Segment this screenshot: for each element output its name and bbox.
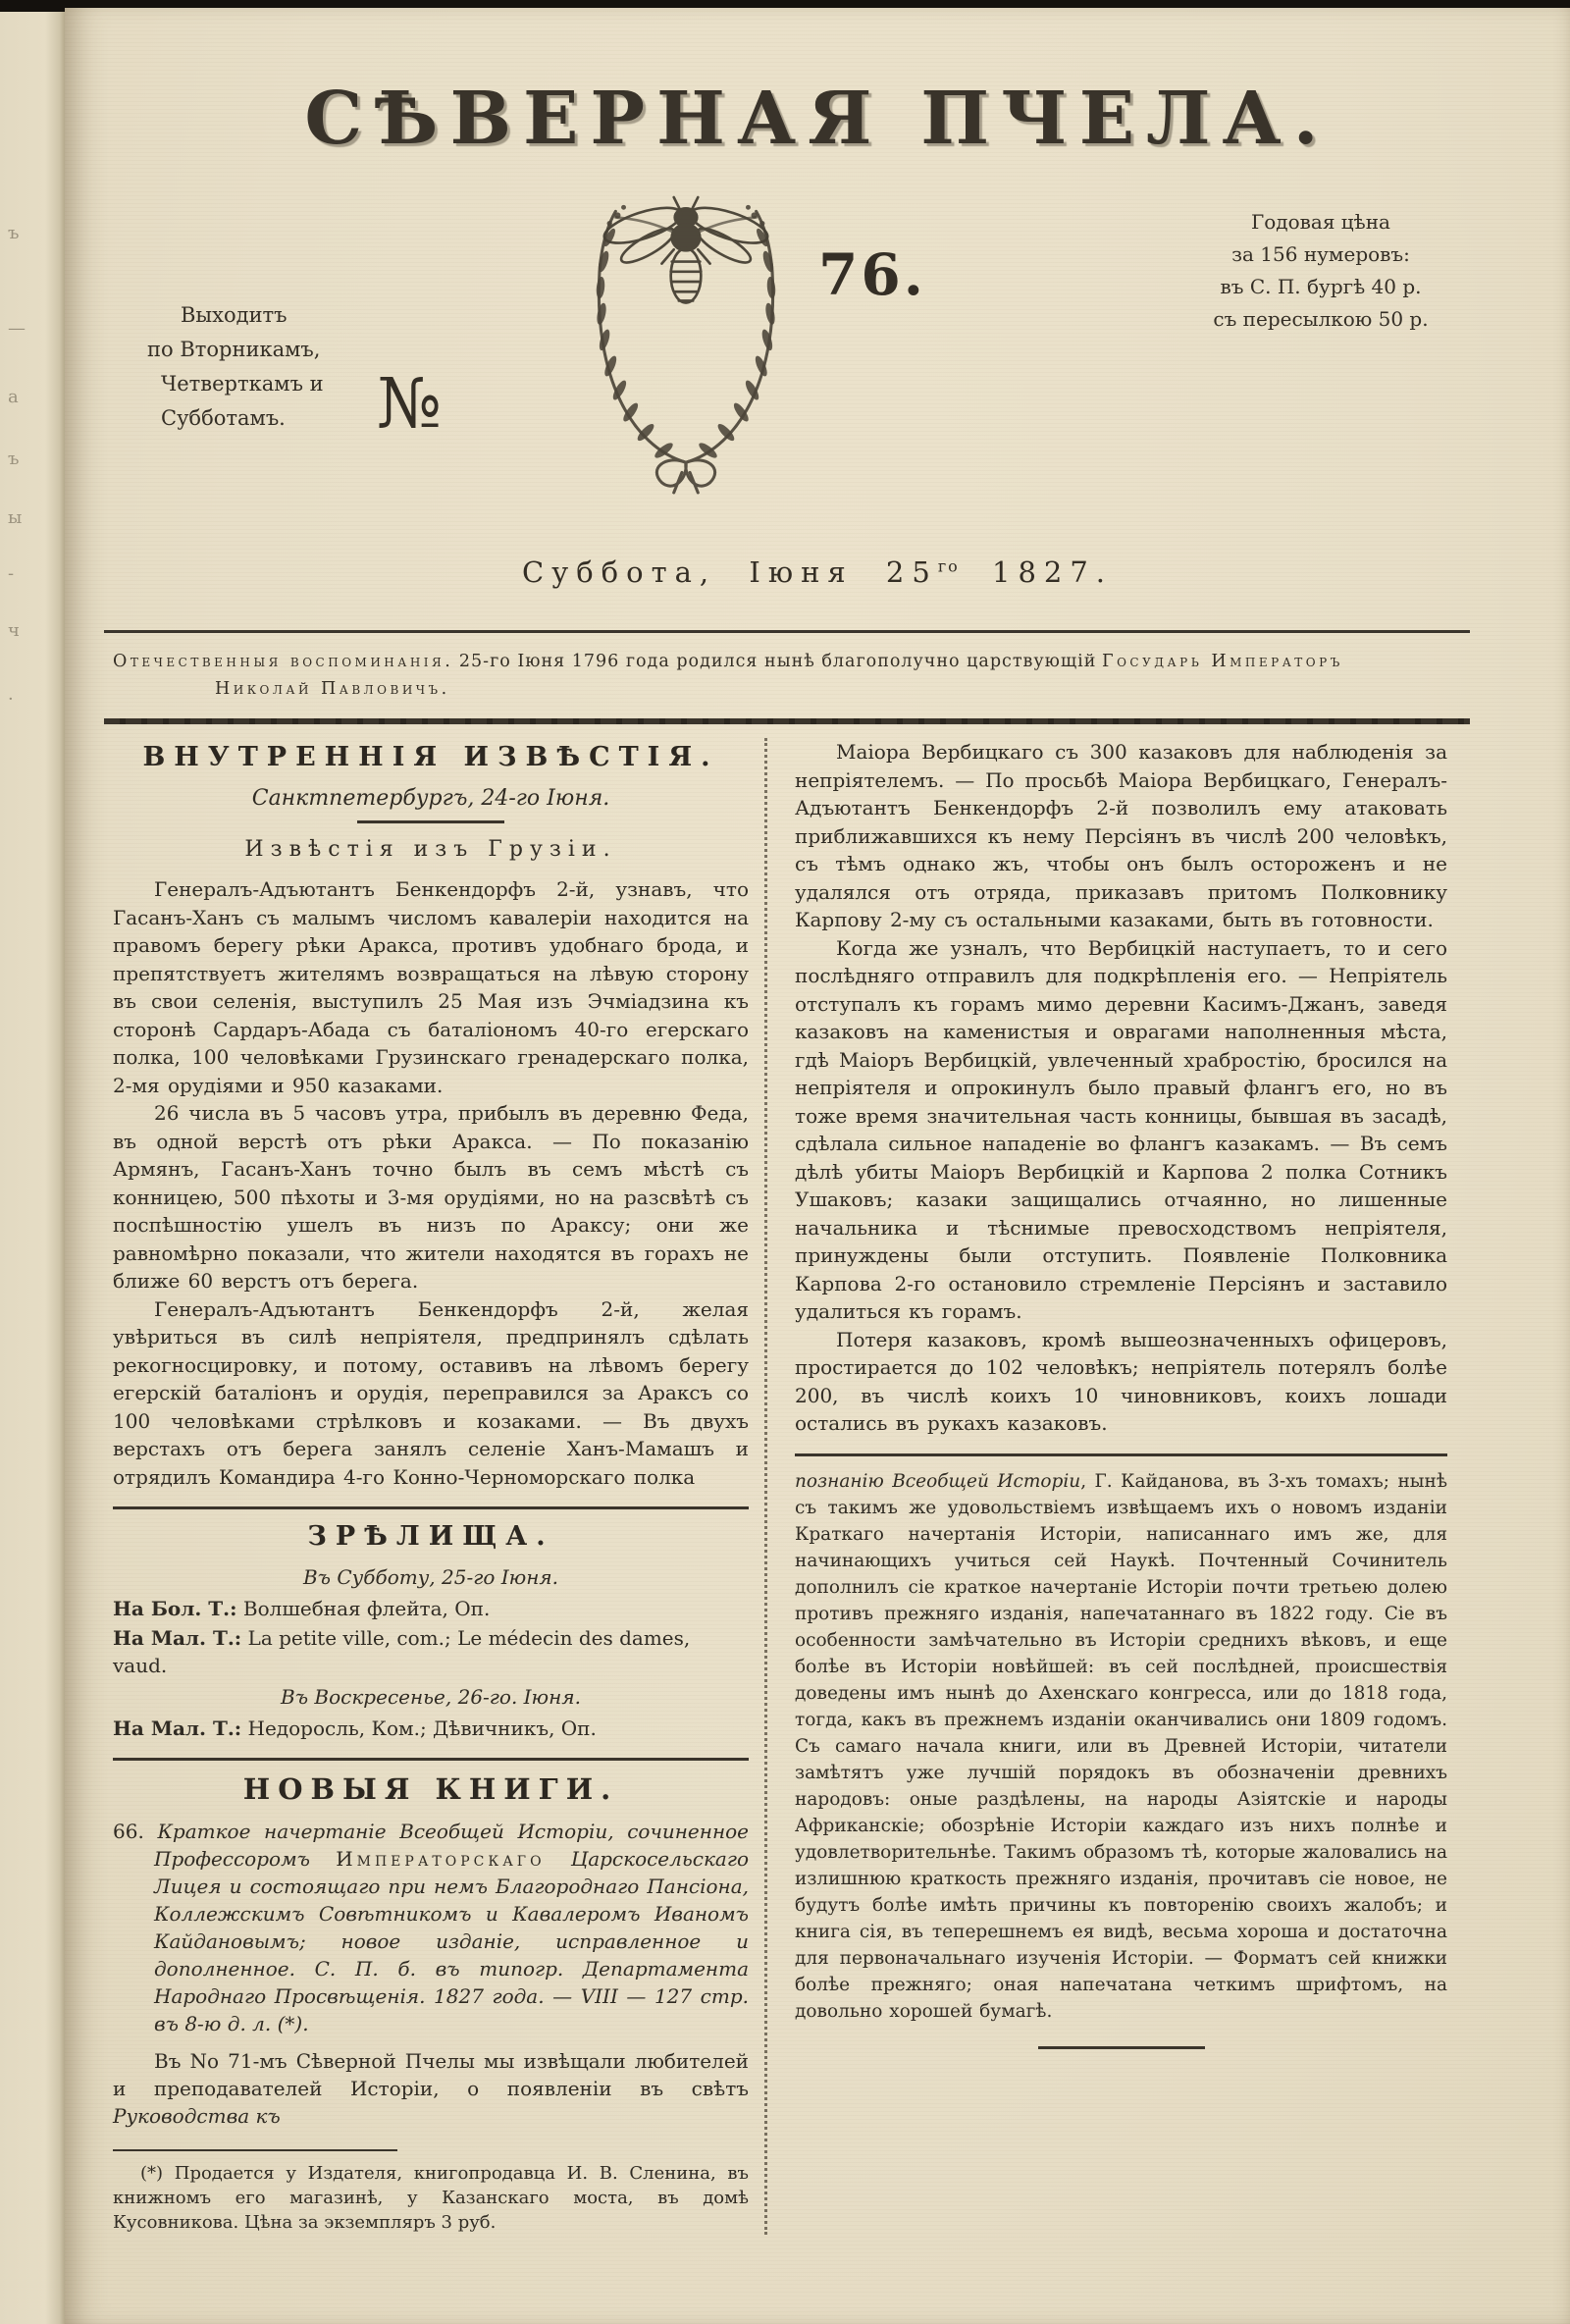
book-entry-imperial-word: Императорскаго (336, 1847, 546, 1871)
subheading-georgia-news: Извѣстія изъ Грузіи. (244, 837, 617, 862)
spectacles-date: Въ Воскресенье, 26-го. Іюня. (281, 1685, 581, 1709)
bleed-fragment: а (8, 387, 19, 407)
bleed-fragment: ч (8, 620, 20, 641)
book-entry-number: 66. (113, 1820, 144, 1843)
horizontal-rule (104, 630, 1470, 633)
bee-wreath-icon (534, 153, 838, 495)
publication-schedule (147, 298, 324, 436)
price-line: за 156 нумеровъ: (1231, 242, 1410, 266)
masthead-title: СѢВЕРНАЯ ПЧЕЛА. (304, 77, 1331, 161)
review-book-title: Руководства къ (113, 2104, 281, 2128)
theatre-name: На Бол. Т.: (113, 1597, 237, 1620)
theatre-programme: Волшебная флейта, Оп. (242, 1597, 491, 1620)
annual-price (1189, 206, 1452, 336)
bleed-fragment: ъ (8, 223, 20, 243)
newspaper-page (65, 8, 1570, 2324)
left-column (113, 738, 749, 2235)
news-dateline: Санктпетербургъ, 24-го Іюня. (251, 786, 610, 811)
book-review-continuation (795, 1468, 1447, 2025)
issue-dateline (65, 555, 1570, 589)
news-paragraph: Генералъ-Адъютантъ Бенкендорфъ 2-й, желая увѣриться въ силѣ непріятеля, предпринялъ сдѣлать рекогносцировку, и потому, оставивъ на лѣвомъ берегу егерскій баталіонъ и орудія, переправился за Араксъ со 100 человѣками стрѣлковъ и козаками. — Въ двухъ верстахъ отъ берега занялъ селеніе Ханъ-Мамашъ и отрядилъ Командира 4-го Конно-Черноморскаго полка (113, 1296, 749, 1489)
section-heading-new-books: НОВЫЯ КНИГИ. (242, 1772, 619, 1806)
theatre-programme: La petite ville, com.; Le médecin des dames, vaud. (113, 1626, 691, 1677)
thick-divider-rule (104, 718, 1470, 724)
news-paragraph: Маіора Вербицкаго съ 300 казаковъ для наблюденія за непріятелемъ. — По просьбѣ Маіора Вербицкаго, Генералъ-Адъютантъ Бенкендорфъ 2-й позволилъ ему атаковать приближавшихся къ нему Персіянъ въ числѣ 200 человѣкъ, съ тѣмъ однако жъ, чтобы онъ былъ остороженъ и не удалялся отъ отряда, приказавъ притомъ Полковнику Карпову 2-му съ остальными казаками, быть въ готовности. (795, 740, 1447, 931)
end-rule (1038, 2046, 1205, 2049)
dateline-ordinal: го (937, 556, 960, 576)
footnote: (*) Продается у Издателя, книгопродавца И. В. Сленина, въ книжномъ его магазинѣ, у Казанскаго моста, въ домѣ Кусовникова. Цѣна за экземпляръ 3 руб. (113, 2163, 749, 2233)
footnote-rule (113, 2149, 397, 2151)
schedule-line: Четверткамъ и (161, 372, 324, 396)
anniversary-imperial-title: Государь Императоръ (1102, 652, 1343, 671)
theatre-name: На Мал. Т.: (113, 1717, 242, 1740)
schedule-line: Субботамъ. (161, 406, 286, 430)
theatre-listing (113, 1624, 749, 1679)
anniversary-emperor-name: Николай Павловичъ. (215, 679, 450, 699)
column-rule (795, 1453, 1447, 1456)
review-text: Въ No 71-мъ Сѣверной Пчелы мы извѣщали любителей и преподавателей Исторіи, о появленіи въ свѣтъ (113, 2049, 749, 2100)
price-line: съ пересылкою 50 р. (1213, 307, 1429, 331)
bleed-fragment: ы (8, 507, 23, 528)
spectacles-date: Въ Субботу, 25-го Іюня. (302, 1565, 559, 1589)
theatre-listing (113, 1595, 749, 1622)
book-entry-text: Царскосельскаго Лицея и состоящаго при немъ Благороднаго Пансіона, Коллежскимъ Совѣтникомъ и Кавалеромъ Иваномъ Кайдановымъ; новое изданіе, исправленное и дополненное. С. П. б. въ типогр. Департамента Народнаго Просвѣщенія. 1827 года. — VIII — 127 стр. въ 8-ю д. л. (*). (154, 1847, 749, 2035)
anniversary-line (113, 648, 1447, 675)
adjacent-page-edge (0, 12, 65, 2324)
dateline-date: Суббота, Іюня 25 (521, 555, 938, 589)
issue-number: 76. (818, 241, 926, 308)
right-column (767, 738, 1447, 2235)
bleed-fragment: ъ (8, 449, 20, 469)
anniversary-note (113, 648, 1447, 703)
bleed-fragment: - (8, 563, 15, 584)
theatre-programme: Недоросль, Ком.; Дѣвичникъ, Оп. (247, 1717, 597, 1740)
review-book-title: познанію Всеобщей Исторіи (795, 1470, 1081, 1492)
price-line: Годовая цѣна (1251, 210, 1390, 234)
column-rule (113, 1758, 749, 1761)
news-paragraph: 26 числа въ 5 часовъ утра, прибылъ въ деревню Феда, въ одной верстѣ отъ рѣки Аракса. — По показанію Армянъ, Гасанъ-Ханъ точно былъ въ семъ мѣстѣ съ конницею, 500 пѣхоты и 3-мя орудіями, но на разсвѣтѣ съ поспѣшностію ушелъ въ низъ по Араксу; они же равномѣрно показали, что жители находятся въ горахъ не ближе 60 верстъ отъ берега. (113, 1101, 749, 1293)
news-paragraph: Когда же узналъ, что Вербицкій наступаетъ, то и сего послѣдняго отправилъ для подкрѣпленія его. — Непріятель отступалъ къ горамъ мимо деревни Касимъ-Джанъ, заведя казаковъ на каменистыя и оврагами наполненныя мѣста, гдѣ Маіоръ Вербицкій, увлеченный храбростію, бросился на непріятеля и опрокинулъ было правый флангъ его, но въ тоже время значительная часть конницы, бывшая въ засадѣ, сдѣлала сильное нападеніе во флангъ казакамъ. — Въ семъ дѣлѣ убиты Маіоръ Вербицкій и Карпова 2 полка Сотникъ Ушаковъ; казаки защищались отчаянно, но лишенные начальника и тѣснимые превосходствомъ непріятеля, принуждены были отступить. Появленіе Полковника Карпова 2-го остановило стремленіе Персіянъ и заставило удалиться къ горамъ. (795, 935, 1447, 1323)
dateline-year: 1827. (992, 555, 1114, 589)
news-paragraph: Потеря казаковъ, кромѣ вышеозначенныхъ офицеровъ, простирается до 102 человѣкъ; непріятель потерялъ болѣе 200, въ числѣ коихъ 10 чиновниковъ, коихъ лошади остались въ рукахъ казаковъ. (795, 1327, 1447, 1435)
column-rule (113, 1506, 749, 1509)
anniversary-text: 25-го Іюня 1796 года родился нынѣ благополучно царствующій (458, 652, 1097, 671)
section-heading-spectacles: ЗРѢЛИЩА. (307, 1521, 554, 1552)
bleed-fragment: · (8, 689, 14, 710)
book-entry (113, 1818, 749, 2037)
price-line: въ С. П. бургѣ 40 р. (1220, 275, 1422, 298)
schedule-line: Выходитъ (181, 303, 288, 327)
schedule-line: по Вторникамъ, (147, 338, 321, 361)
theatre-name: На Мал. Т.: (113, 1626, 242, 1650)
review-text: , Г. Кайданова, въ 3-хъ томахъ; нынѣ съ такимъ же удовольствіемъ извѣщаемъ ихъ о новомъ изданіи Краткаго начертанія Исторіи, написаннаго имъ же, для начинающихъ учиться сей Наукѣ. Почтенный Сочинитель дополнилъ сіе краткое начертаніе Исторіи почти третьею долею противъ прежняго изданія, напечатаннаго въ 1822 году. Сіе въ особенности замѣчательно въ Исторіи среднихъ вѣковъ, и еще болѣе въ Исторіи новѣйшей: въ сей послѣдней, происшествія доведены имъ нынѣ до Ахенскаго конгресса, или до 1818 года, тогда, какъ въ прежнемъ изданіи оканчивались они 1809 годомъ. Съ самаго начала книги, или въ Древней Исторіи, читатели замѣтятъ уже лучшій порядокъ въ обозначеніи древнихъ народовъ: оные раздѣлены, на народы Азіятскіе и народы Африканскіе; обозрѣніе Исторіи каждаго изъ нихъ полнѣе и удовлетворительнѣе. Такимъ образомъ тѣ, которые жаловались на излишнюю краткость прежняго изданія, прочитавъ сіе новое, не будутъ болѣе имѣть причины къ повторенію своихъ жалобъ; и книга сія, въ теперешнемъ ея видѣ, весьма хороша и достаточна для первоначальнаго изученія Исторіи. — Форматъ сей книжки болѣе прежняго; оная напечатана четкимъ шрифтомъ, на довольно хорошей бумагѣ. (795, 1470, 1447, 2022)
anniversary-lead: Отечественныя воспоминанія. (113, 652, 454, 671)
news-paragraph: Генералъ-Адъютантъ Бенкендорфъ 2-й, узнавъ, что Гасанъ-Ханъ съ малымъ числомъ кавалеріи находится на правомъ берегу рѣки Аракса, противъ удобнаго брода, и препятствуетъ жителямъ возвращаться на лѣвую сторону въ свои селенія, выступилъ 25 Мая изъ Эчміадзина къ сторонѣ Сардаръ-Абада съ баталіономъ 40-го егерскаго полка, 100 человѣками Грузинскаго гренадерскаго полка, 2-мя орудіями и 950 казаками. (113, 877, 749, 1097)
book-review-paragraph (113, 2047, 749, 2130)
issue-number-symbol: № (377, 363, 443, 444)
bleed-fragment: — (8, 318, 26, 339)
short-rule (357, 820, 504, 823)
book-entry-text: Краткое начертаніе Всеобщей Исторіи, сочиненное Профессоромъ (154, 1820, 749, 1871)
text-columns (113, 738, 1447, 2235)
theatre-listing (113, 1715, 749, 1742)
section-heading-domestic-news: ВНУТРЕННІЯ ИЗВѢСТІЯ. (142, 742, 719, 772)
